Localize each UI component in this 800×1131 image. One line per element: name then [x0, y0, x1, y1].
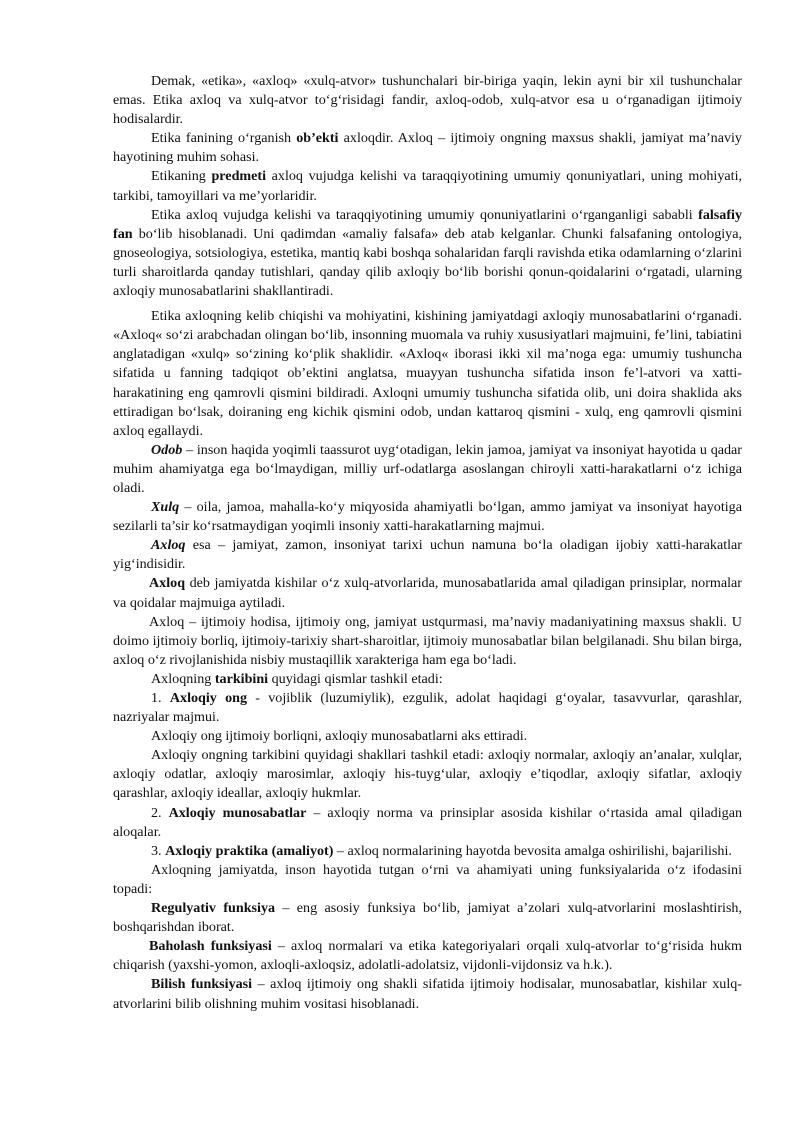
term-regulyativ-funksiya: Regulyativ funksiya	[151, 900, 276, 917]
paragraph-subject	[113, 167, 742, 205]
list-number: 3.	[151, 842, 166, 859]
paragraph-text: deb jamiyatda kishilar o‘z xulq-atvorlarida, munosabatlarida amal qiladigan prinsiplar, normalar va qoidalar majmuiga aytiladi.	[113, 575, 742, 611]
paragraph-social-phenomenon	[113, 613, 742, 670]
paragraph-regulative-function	[113, 899, 742, 937]
paragraph-text: Etikaning	[151, 168, 212, 185]
list-item-moral-consciousness	[113, 689, 742, 727]
term-axloq-definition: Axloq	[149, 575, 186, 592]
paragraph-text: Axloqning	[151, 670, 215, 687]
term-axloqiy-ong: Axloqiy ong	[169, 690, 248, 706]
paragraph-text: – eng asosiy funksiya bo‘lib, jamiyat a’zolari xulq-atvorlarini moslashtirish, boshqarishdan iborat.	[113, 900, 742, 936]
term-falsafiy-fan: falsafiy fan	[113, 206, 742, 242]
list-number: 1.	[151, 690, 170, 706]
document-page	[113, 72, 742, 1014]
paragraph-text: Axloq – ijtimoiy hodisa, ijtimoiy ong, jamiyat ustqurmasi, ma’naviy madaniyatining maxsus shakli. U doimo ijtimoiy borliq, ijtimoiy-tarixiy shart-sharoitlar, ijtimoiy munosabatlar bilan belgilanadi. Shu bilan birga, axloq o‘z rivojlanishida nisbiy mustaqillik xarakteriga ham ega bo‘ladi.	[113, 613, 742, 668]
paragraph-evaluative-function	[113, 937, 742, 975]
term-obekti: ob’ekti	[296, 130, 339, 147]
paragraph-structure	[113, 670, 742, 689]
paragraph-text: Demak, «etika», «axloq» «xulq-atvor» tushunchalari bir-biriga yaqin, lekin ayni bir xil tushunchalar emas. Etika axloq va xulq-atvor to‘g‘risidagi fandir, axloq-odob, xulq-atvor esa u o‘rganadigan ijtimoiy hodisalardir.	[113, 73, 742, 128]
paragraph-axloq-esa	[113, 536, 742, 574]
list-item-moral-practice	[113, 842, 742, 861]
paragraph-text: – inson haqida yoqimli taassurot uyg‘otadigan, lekin jamoa, jamiyat va insoniyat hayotida u qadar muhim ahamiyatga ega bo‘lmaydigan, milliy urf-odatlarga asoslangan chiroyli xatti-harakatlarni o‘z ichiga oladi.	[113, 441, 742, 496]
paragraph-axloq-definition	[113, 574, 742, 612]
term-predmeti: predmeti	[211, 168, 267, 185]
list-item-moral-relations	[113, 804, 742, 842]
paragraph-text: Axloqning jamiyatda, inson hayotida tutgan o‘rni va ahamiyati uning funksiyalarida o‘z ifodasini topadi:	[113, 861, 742, 897]
paragraph-cognitive-function	[113, 975, 742, 1013]
paragraph-text: – axloq ijtimoiy ong shakli sifatida ijtimoiy hodisalar, munosabatlar, kishilar xulq-atvorlarini bilib olishning muhim vositasi hisoblanadi.	[113, 976, 742, 1012]
paragraph-consciousness-reflects	[113, 727, 742, 746]
paragraph-text: Etika axloq vujudga kelishi va taraqqiyotining umumiy qonuniyatlarini o‘rganganligi sababli	[151, 206, 699, 223]
paragraph-text: axloqdir. Axloq – ijtimoiy ongning maxsus shakli, jamiyat ma’naviy hayotining muhim sohasi.	[113, 130, 742, 166]
paragraph-xulq	[113, 498, 742, 536]
paragraph-philosophy	[113, 206, 742, 301]
term-bilish-funksiyasi: Bilish funksiyasi	[151, 976, 253, 993]
paragraph-functions-intro	[113, 861, 742, 899]
term-xulq: Xulq	[151, 499, 180, 516]
paragraph-consciousness-forms	[113, 746, 742, 803]
paragraph-intro	[113, 72, 742, 129]
paragraph-text: Axloqiy ongning tarkibini quyidagi shakllari tashkil etadi: axloqiy normalar, axloqiy an’analar, xulqlar, axloqiy odatlar, axloqiy marosimlar, axloqiy his-tuyg‘ular, axloqiy e’tiqodlar, axloqiy sifatlar, axloqiy qarashlar, axloqiy ideallar, axloqiy hukmlar.	[113, 747, 742, 802]
paragraph-text: quyidagi qismlar tashkil etadi:	[268, 670, 443, 687]
term-axloqiy-praktika: Axloqiy praktika (amaliyot)	[165, 842, 334, 859]
paragraph-text: – axloq normalarining hayotda bevosita amalga oshirilishi, bajarilishi.	[333, 842, 732, 859]
paragraph-odob	[113, 441, 742, 498]
paragraph-text: – axloqiy norma va prinsiplar asosida kishilar o‘rtasida amal qiladigan aloqalar.	[113, 804, 742, 840]
list-number: 2.	[151, 804, 169, 821]
paragraph-text: bo‘lib hisoblanadi. Uni qadimdan «amaliy falsafa» deb atab kelganlar. Chunki falsafaning ontologiya, gnoseologiya, sotsiologiya, estetika, mantiq kabi boshqa sohalaridan farqli ravishda etika odamlarning o‘zlarini turli sharoitlarda qanday tutishlari, qanday qilib axloqiy bo‘lib borishi qonun-qoidalarini o‘rgatadi, ularning axloqiy munosabatlarini shakllantiradi.	[113, 225, 742, 300]
term-odob: Odob	[151, 441, 183, 458]
paragraph-text: esa – jamiyat, zamon, insoniyat tarixi uchun namuna bo‘la oladigan ijobiy xatti-harakatlar yig‘indisidir.	[113, 537, 742, 573]
paragraph-text: – axloq normalari va etika kategoriyalari orqali xulq-atvorlar to‘g‘risida hukm chiqarish (yaxshi-yomon, axloqli-axloqsiz, adolatli-adolatsiz, vijdonli-vijdonsiz va h.k.).	[113, 938, 742, 974]
paragraph-object	[113, 129, 742, 167]
term-axloq: Axloq	[151, 537, 186, 554]
term-baholash-funksiyasi: Baholash funksiyasi	[149, 938, 272, 955]
term-axloqiy-munosabatlar: Axloqiy munosabatlar	[168, 804, 307, 821]
term-tarkibini: tarkibini	[214, 670, 269, 687]
paragraph-text: Etika axloqning kelib chiqishi va mohiyatini, kishining jamiyatdagi axloqiy munosabatlarini o‘rganadi. «Axloq« so‘zi arabchadan olingan bo‘lib, insonning muomala va ruhiy xususiyatlari majmuini, fe’lini, tabiatini anglatadigan «xulq» so‘zining ko‘plik shaklidir. «Axloq« iborasi ikki xil ma’noga ega: umumiy tushuncha sifatida u fanning tadqiqot ob’ektini anglatsa, muayyan tushuncha sifatida inson fe’l-atvori va xatti-harakatining eng qamrovli qismini bildiradi. Axloqni umumiy tushuncha sifatida olib, uni doira shaklida aks ettiradigan bo‘lsak, doiraning eng kichik qismini odob, undan kattaroq qismini - xulq, eng qamrovli qismini axloq egallaydi.	[113, 308, 742, 439]
paragraph-text: – oila, jamoa, mahalla-ko‘y miqyosida ahamiyatli bo‘lgan, ammo jamiyat va insoniyat hayotiga sezilarli ta’sir ko‘rsatmaydigan yoqimli insoniy xatti-harakatlarning majmui.	[113, 499, 742, 535]
paragraph-text: Etika fanining o‘rganish	[151, 130, 297, 147]
paragraph-text: axloq vujudga kelishi va taraqqiyotining umumiy qonuniyatlari, uning mohiyati, tarkibi, tamoyillari va me’yorlaridir.	[113, 168, 743, 204]
paragraph-text: - vojiblik (luzumiylik), ezgulik, adolat haqidagi g‘oyalar, tasavvurlar, qarashlar, nazriyalar majmui.	[113, 690, 742, 726]
paragraph-text: Axloqiy ong ijtimoiy borliqni, axloqiy munosabatlarni aks ettiradi.	[151, 728, 528, 745]
paragraph-axloq-origin	[113, 307, 742, 441]
